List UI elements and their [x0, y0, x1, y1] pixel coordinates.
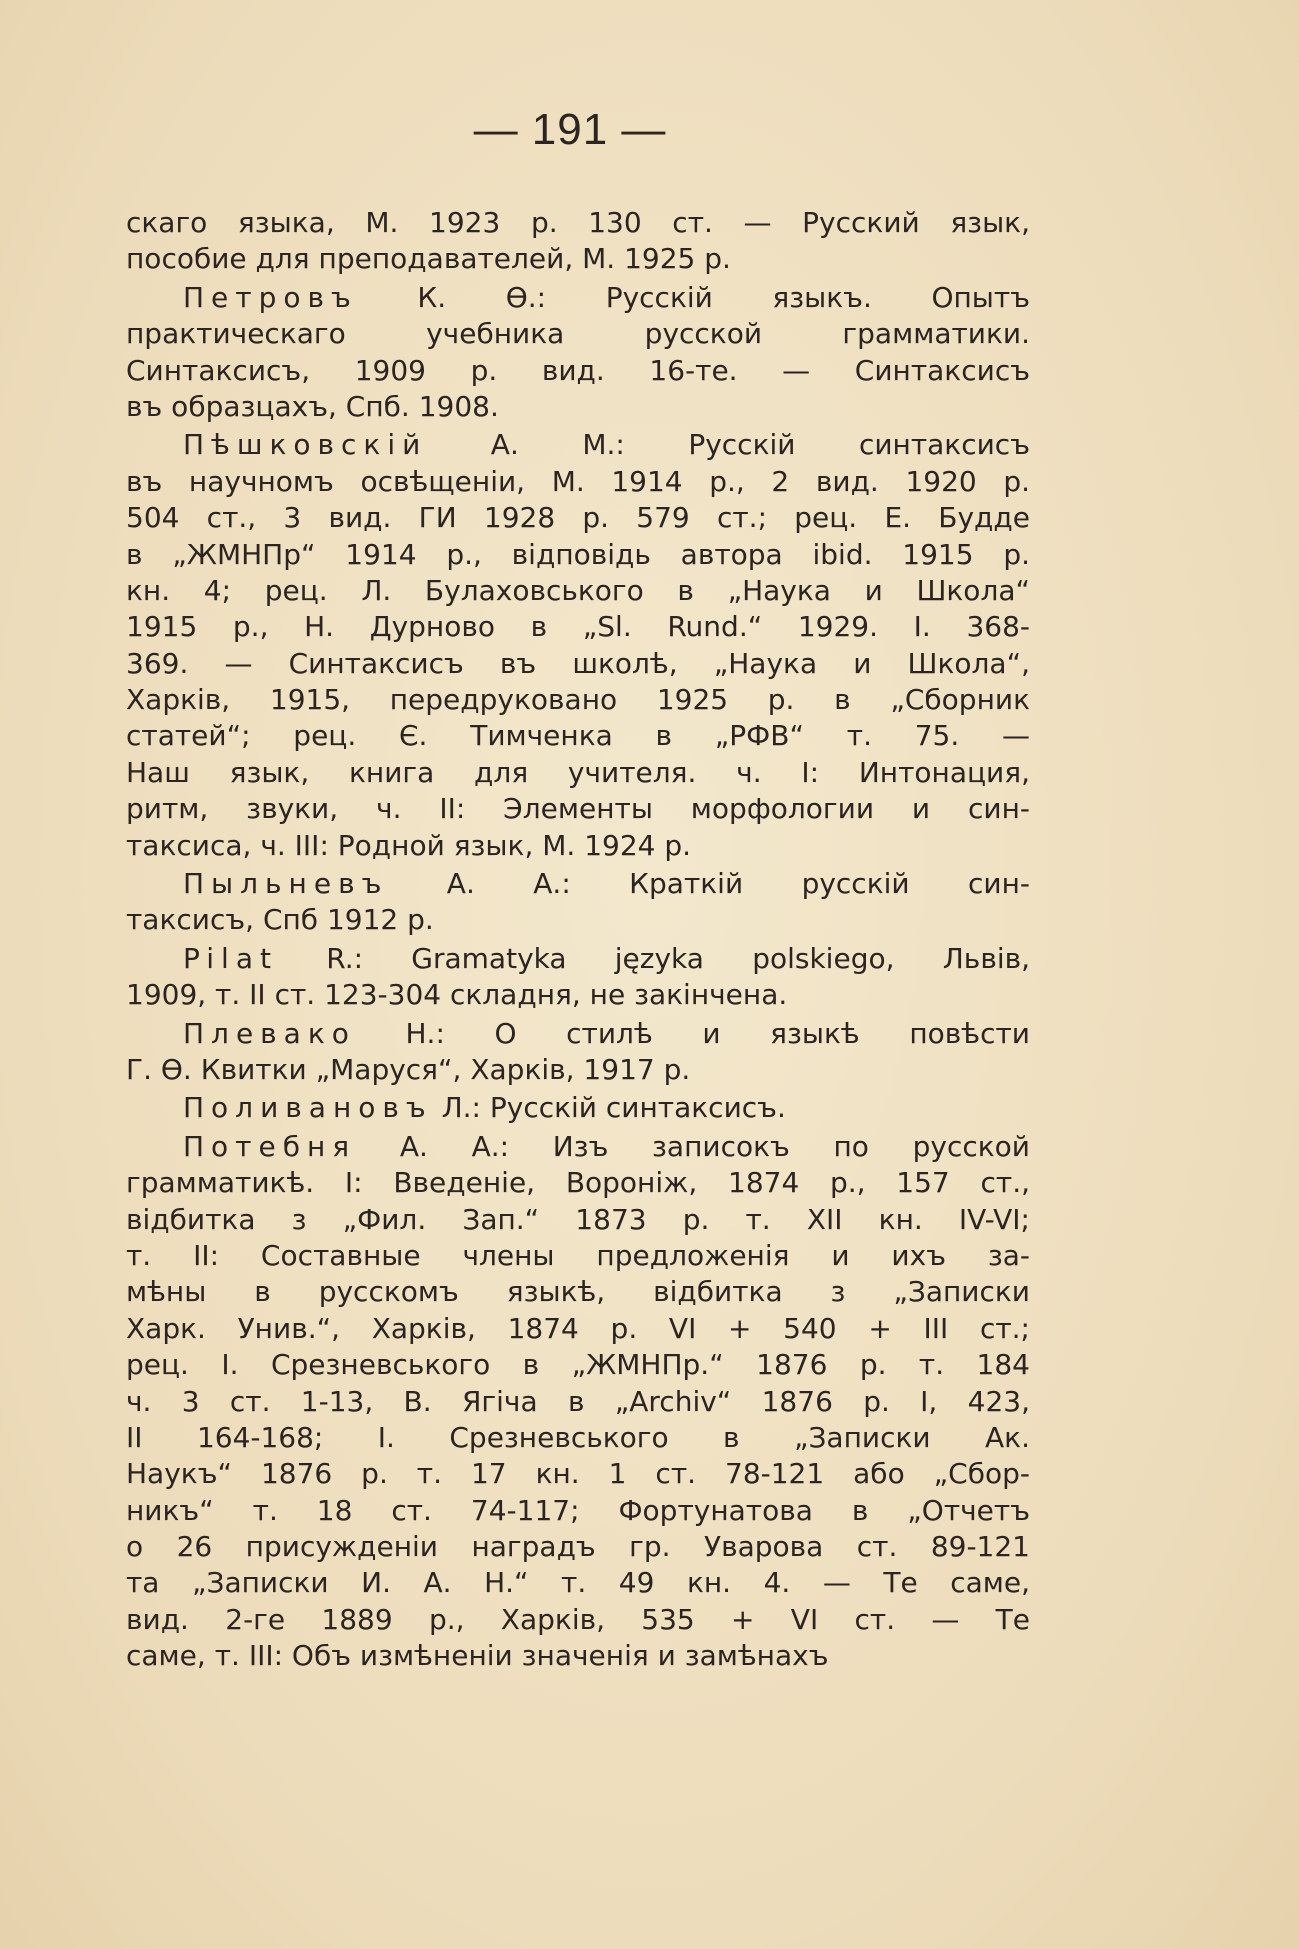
entry-first-line-text: К. Ѳ.: Русскій языкъ. Опытъ [357, 280, 1030, 314]
text-line: скаго языка, М. 1923 р. 130 ст. — Русский язык, [126, 206, 1030, 239]
bibliography-entry [126, 1016, 1030, 1089]
text-line: Харків, 1915, передруковано 1925 р. в „Сборник [126, 683, 1030, 717]
text-line: мѣны в русскомъ языкѣ, відбитка з „Записки [126, 1275, 1030, 1309]
entry-first-line [126, 427, 1030, 463]
text-line: въ образцахъ, Спб. 1908. [126, 389, 499, 423]
page-body-text [126, 205, 1030, 1677]
text-line: вид. 2-ге 1889 р., Харків, 535 + VI ст. — Те [126, 1602, 1030, 1636]
entry-first-line-text: А. А.: Краткій русскій син- [388, 867, 1030, 901]
text-line: т. II: Составные члены предложенія и ихъ за- [126, 1238, 1030, 1272]
text-line: 1915 р., Н. Дурново в „Sl. Rund.“ 1929. I. 368- [126, 610, 1030, 644]
page-number: — 191 — [473, 105, 667, 154]
text-line: практическаго учебника русской грамматики. [126, 317, 1030, 351]
text-line: саме, т. III: Объ измѣненіи значенія и замѣнахъ [126, 1639, 829, 1673]
author-name: Pilat [183, 941, 278, 975]
entry-first-line-text: Н.: О стилѣ и языкѣ повѣсти [355, 1016, 1030, 1050]
text-line: таксисъ, Спб 1912 р. [126, 903, 434, 937]
text-line: в „ЖМНПр“ 1914 р., відповідь автора ibid. 1915 р. [126, 537, 1030, 571]
bibliography-entry [126, 866, 1030, 939]
text-line: въ научномъ освѣщеніи, М. 1914 р., 2 вид. 1920 р. [126, 464, 1030, 498]
bibliography-entry [126, 941, 1030, 1014]
entry-first-line-text: Л.: Русскій синтаксисъ. [432, 1091, 786, 1125]
bibliography-entry [126, 427, 1030, 864]
bibliography-entry [126, 280, 1030, 426]
entry-first-line-text: R.: Gramatyka języka polskiego, Львів, [277, 941, 1030, 975]
entry-first-line [126, 1016, 1030, 1052]
text-line: II 164-168; I. Срезневського в „Записки Ак. [126, 1420, 1030, 1454]
entry-first-line [126, 941, 1030, 977]
author-name: Петровъ [183, 280, 358, 314]
text-line: відбитка з „Фил. Зап.“ 1873 р. т. XII кн. IV-VI; [126, 1202, 1030, 1236]
author-name: Пѣшковскій [183, 428, 428, 462]
text-line: таксиса, ч. III: Родной язык, М. 1924 р. [126, 828, 692, 862]
bibliography-entry [126, 205, 1030, 278]
bibliography-entry [126, 1129, 1030, 1675]
bibliography-entry [126, 1090, 1030, 1126]
text-line: пособие для преподавателей, М. 1925 р. [126, 242, 731, 276]
text-line: Г. Ѳ. Квитки „Маруся“, Харків, 1917 р. [126, 1052, 691, 1086]
entry-first-line [126, 280, 1030, 316]
text-line: та „Записки И. А. Н.“ т. 49 кн. 4. — Те саме, [126, 1566, 1030, 1600]
text-line: Синтаксисъ, 1909 р. вид. 16-те. — Синтаксисъ [126, 353, 1030, 387]
text-line: 504 ст., 3 вид. ГИ 1928 р. 579 ст.; рец. Е. Будде [126, 501, 1030, 535]
text-line: статей“; рец. Є. Тимченка в „РФВ“ т. 75. — [126, 719, 1030, 753]
author-name: Потебня [183, 1129, 357, 1163]
author-name: Поливановъ [183, 1091, 433, 1125]
entry-first-line [126, 1090, 1030, 1126]
text-line: кн. 4; рец. Л. Булаховського в „Наука и Школа“ [126, 573, 1030, 607]
entry-first-line-text: А. А.: Изъ записокъ по русской [356, 1129, 1030, 1163]
entry-first-line [126, 1129, 1030, 1165]
entry-first-line [126, 866, 1030, 902]
author-name: Плевако [183, 1016, 356, 1050]
author-name: Пыльневъ [183, 867, 389, 901]
text-line: Наукъ“ 1876 р. т. 17 кн. 1 ст. 78-121 або „Сбор- [126, 1457, 1030, 1491]
text-line: грамматикѣ. I: Введеніе, Вороніж, 1874 р., 157 ст., [126, 1166, 1030, 1200]
entry-first-line-text: А. М.: Русскій синтаксисъ [427, 428, 1030, 462]
text-line: 369. — Синтаксисъ въ школѣ, „Наука и Школа“, [126, 646, 1030, 680]
text-line: ритм, звуки, ч. II: Элементы морфологии и син- [126, 792, 1030, 826]
text-line: Харк. Унив.“, Харків, 1874 р. VI + 540 + III ст.; [126, 1311, 1030, 1345]
text-line: Наш язык, книга для учителя. ч. I: Интонация, [126, 755, 1030, 789]
text-line: 1909, т. II ст. 123-304 складня, не закінчена. [126, 978, 788, 1012]
text-line: ч. 3 ст. 1-13, В. Ягіча в „Archiv“ 1876 р. I, 423, [126, 1384, 1030, 1418]
text-line: никъ“ т. 18 ст. 74-117; Фортунатова в „Отчетъ [126, 1493, 1030, 1527]
text-line: рец. I. Срезневського в „ЖМНПр.“ 1876 р. т. 184 [126, 1348, 1030, 1382]
text-line: о 26 присужденіи наградъ гр. Уварова ст. 89-121 [126, 1530, 1030, 1564]
